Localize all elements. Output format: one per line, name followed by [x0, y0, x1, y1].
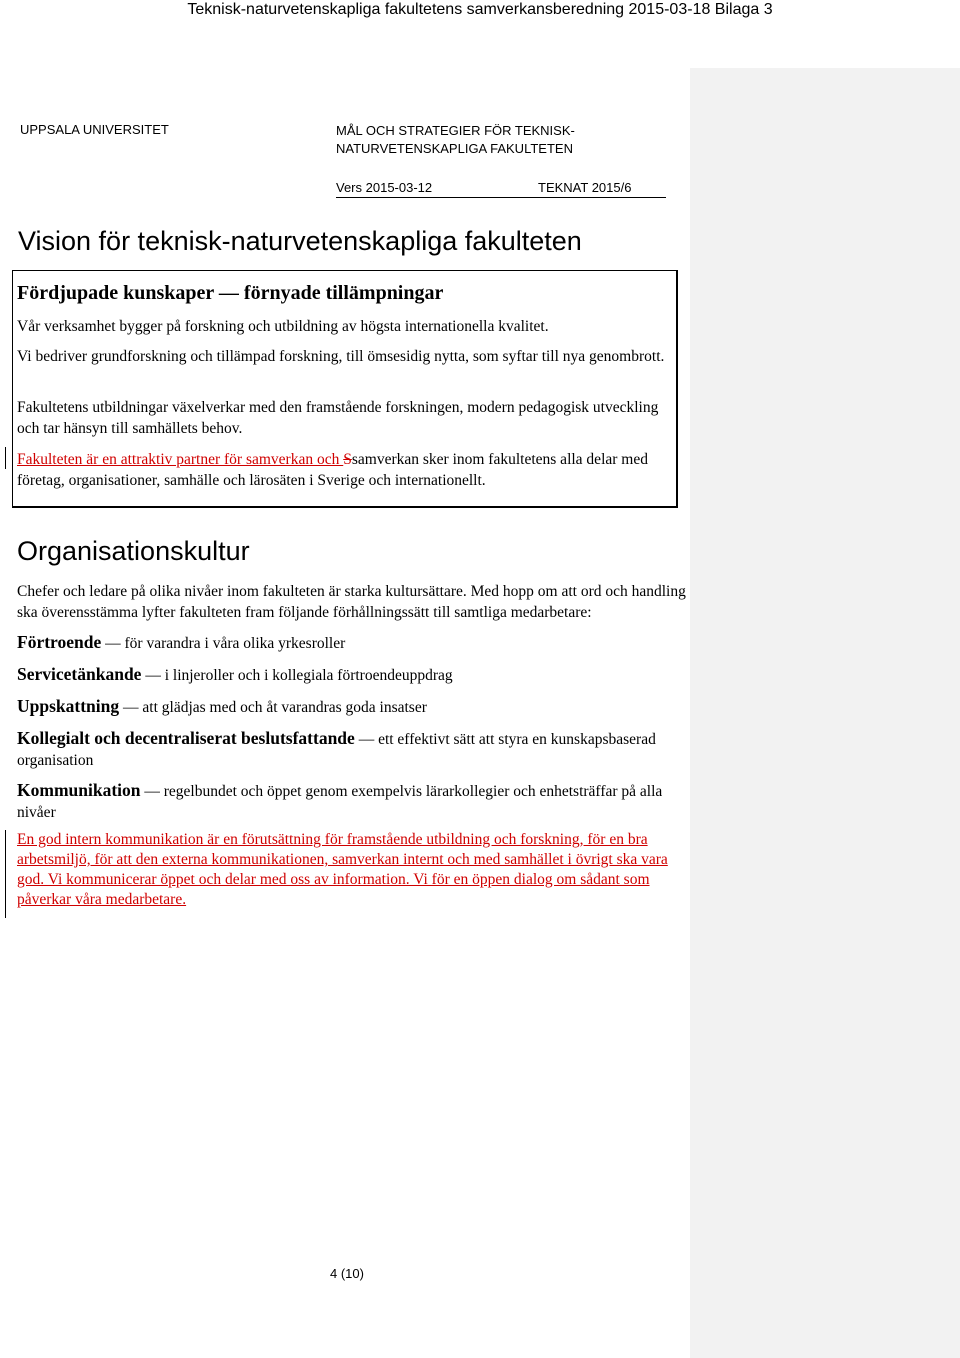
header-version: Vers 2015-03-12: [336, 180, 433, 195]
document-banner: Teknisk-naturvetenskapliga fakultetens samverkansberedning 2015-03-18 Bilaga 3: [187, 1, 773, 18]
value-item: [17, 664, 677, 686]
value-item: [17, 696, 677, 718]
value-item: [17, 632, 677, 654]
value-description: — regelbundet och öppet genom exempelvis lärarkollegier och enhetsträffar på alla nivåer: [17, 783, 663, 821]
page-number: 4 (10): [330, 1266, 364, 1281]
header-goals-line1: MÅL OCH STRATEGIER FÖR TEKNISK-: [336, 123, 575, 138]
change-bar: [5, 447, 6, 469]
vision-paragraph-1: Vår verksamhet bygger på forskning och utbildning av högsta internationella kvalitet.: [17, 318, 549, 335]
value-term: Uppskattning: [17, 696, 120, 716]
vision-paragraph-2: Vi bedriver grundforskning och tillämpad forskning, till ömsesidig nytta, som syftar till nya genombrott.: [17, 348, 665, 365]
header-university: UPPSALA UNIVERSITET: [20, 122, 169, 137]
organisation-title: Organisationskultur: [17, 536, 250, 566]
header-goals: [336, 122, 676, 158]
value-description: — att glädjas med och åt varandras goda insatser: [119, 699, 427, 716]
header-reference: TEKNAT 2015/6: [538, 180, 632, 195]
value-term: Kommunikation: [17, 780, 141, 800]
value-term: Förtroende: [17, 632, 102, 652]
organisation-intro: Chefer och ledare på olika nivåer inom fakulteten är starka kultursättare. Med hopp om att ord och handling ska överensstämma lyfter fakulteten fram följande förhållningssätt till samtliga medarbetare:: [17, 583, 686, 621]
paragraph-text: samverkan sker inom fakultetens alla delar med företag, organisationer, samhälle och lärosäten i Sverige och internationellt.: [17, 451, 648, 489]
value-description: — för varandra i våra olika yrkesroller: [101, 635, 346, 652]
vision-paragraph-3: Fakultetens utbildningar växelverkar med den framstående forskningen, modern pedagogisk utveckling och tar hänsyn till samhällets behov.: [17, 399, 659, 437]
header-goals-line2: NATURVETENSKAPLIGA FAKULTETEN: [336, 141, 573, 156]
inserted-paragraph: En god intern kommunikation är en förutsättning för framstående utbildning och forskning, för en bra arbetsmiljö, för att den externa kommunikationen, samverkan internt och med samhället i övrigt ska vara god. Vi kommunicerar öppet och delar med oss av information. Vi för en öppen dialog om sådant som påverkar våra medarbetare.: [17, 831, 668, 908]
vision-paragraph-4: [17, 449, 667, 491]
value-item: [17, 780, 677, 823]
change-bar: [5, 830, 6, 918]
vision-heading: Fördjupade kunskaper — förnyade tillämpningar: [17, 282, 444, 304]
value-term: Kollegialt och decentraliserat beslutsfattande: [17, 728, 355, 748]
value-description: — i linjeroller och i kollegiala förtroendeuppdrag: [141, 667, 453, 684]
header-rule: [336, 197, 666, 198]
value-description: — ett effektivt sätt att styra en kunskapsbaserad organisation: [17, 731, 656, 769]
deleted-text: S: [343, 451, 352, 468]
inserted-text: Fakulteten är en attraktiv partner för samverkan och: [17, 451, 344, 468]
value-item: [17, 728, 677, 771]
value-term: Servicetänkande: [17, 664, 142, 684]
vision-title: Vision för teknisk-naturvetenskapliga fakulteten: [18, 226, 582, 256]
comment-pane: [690, 68, 960, 1358]
